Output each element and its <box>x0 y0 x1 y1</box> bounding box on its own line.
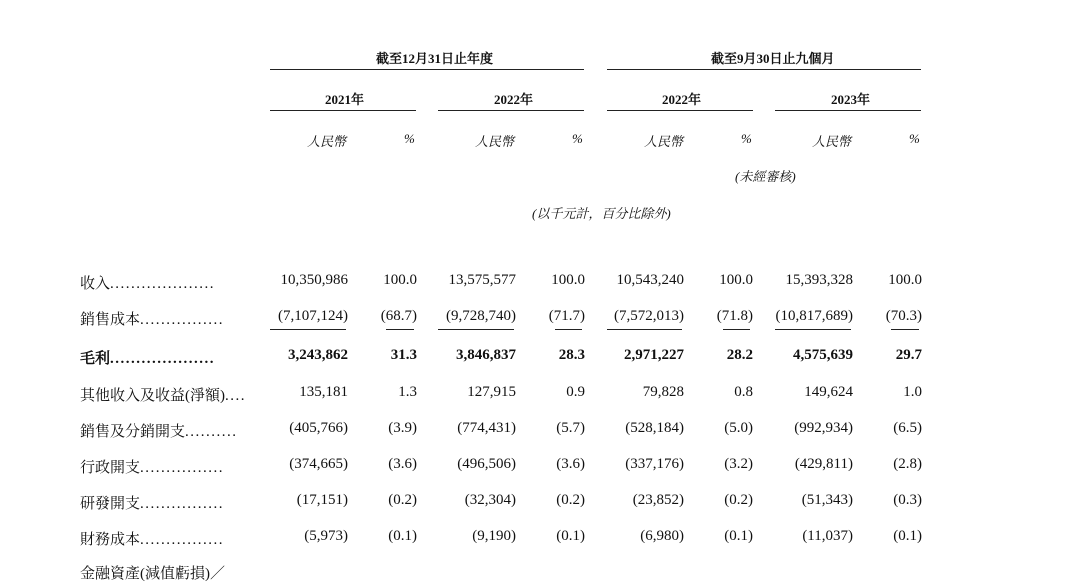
unit-currency: 人民幣 <box>475 134 515 149</box>
subtotal-rule <box>607 329 682 330</box>
percent-cell: 1.3 <box>398 384 417 400</box>
units-note: (以千元計，百分比除外) <box>532 206 671 221</box>
amount-cell: (10,817,689) <box>775 308 853 324</box>
unit-percent: % <box>909 131 920 146</box>
amount-cell: (6,980) <box>640 528 684 544</box>
subtotal-rule <box>723 329 750 330</box>
percent-cell: (3.2) <box>724 456 753 472</box>
row-label <box>80 347 215 368</box>
period-rule-year-end <box>270 69 584 70</box>
amount-cell: 13,575,577 <box>448 272 516 288</box>
leader-dots: ................ <box>140 312 225 328</box>
percent-cell: (0.2) <box>556 492 585 508</box>
percent-cell: 100.0 <box>888 272 922 288</box>
row-label-text: 行政開支 <box>80 460 141 476</box>
amount-cell: (5,973) <box>304 528 348 544</box>
percent-cell: (0.1) <box>893 528 922 544</box>
row-label-text: 金融資產(減值虧損)／ <box>80 566 225 582</box>
percent-cell: 29.7 <box>895 347 922 363</box>
row-label-text: 毛利 <box>80 351 111 367</box>
year-rule-2021 <box>270 110 416 111</box>
amount-cell: (9,728,740) <box>446 308 516 324</box>
amount-cell: (337,176) <box>625 456 684 472</box>
subtotal-rule <box>386 329 414 330</box>
amount-cell: (774,431) <box>457 420 516 436</box>
row-label <box>80 562 225 583</box>
amount-cell: (7,107,124) <box>278 308 348 324</box>
amount-cell: (374,665) <box>289 456 348 472</box>
row-label-text: 財務成本 <box>80 532 141 548</box>
percent-cell: 0.9 <box>566 384 585 400</box>
unaudited-note: (未經審核) <box>735 169 796 184</box>
amount-cell: (23,852) <box>632 492 684 508</box>
period-rule-nine-months <box>607 69 921 70</box>
year-header-2022-fy: 2022年 <box>494 92 534 107</box>
amount-cell: 10,543,240 <box>616 272 684 288</box>
amount-cell: (51,343) <box>801 492 853 508</box>
percent-cell: 100.0 <box>719 272 753 288</box>
unit-percent: % <box>741 131 752 146</box>
leader-dots: ................ <box>140 496 225 512</box>
percent-cell: (3.6) <box>388 456 417 472</box>
amount-cell: 15,393,328 <box>785 272 853 288</box>
subtotal-rule <box>555 329 582 330</box>
percent-cell: 28.2 <box>726 347 753 363</box>
row-label <box>80 308 224 329</box>
percent-cell: 31.3 <box>390 347 417 363</box>
amount-cell: (405,766) <box>289 420 348 436</box>
amount-cell: 10,350,986 <box>280 272 348 288</box>
leader-dots: ................ <box>140 460 225 476</box>
percent-cell: 28.3 <box>558 347 585 363</box>
leader-dots: .......... <box>185 424 238 440</box>
row-label <box>80 456 224 477</box>
row-label-text: 銷售成本 <box>80 312 141 328</box>
percent-cell: (3.6) <box>556 456 585 472</box>
unit-currency: 人民幣 <box>812 134 852 149</box>
percent-cell: (0.3) <box>893 492 922 508</box>
amount-cell: 3,243,862 <box>288 347 348 363</box>
amount-cell: 127,915 <box>467 384 516 400</box>
unit-currency: 人民幣 <box>307 134 347 149</box>
percent-cell: (0.1) <box>724 528 753 544</box>
percent-cell: (0.1) <box>388 528 417 544</box>
year-rule-2022-fy <box>438 110 584 111</box>
year-header-2023-9m: 2023年 <box>831 92 871 107</box>
row-label-text: 研發開支 <box>80 496 141 512</box>
percent-cell: 1.0 <box>903 384 922 400</box>
leader-dots: .................... <box>110 276 216 292</box>
leader-dots: ................ <box>140 532 225 548</box>
amount-cell: (32,304) <box>464 492 516 508</box>
period-header-year-end: 截至12月31日止年度 <box>376 51 494 66</box>
row-label <box>80 420 238 441</box>
amount-cell: 4,575,639 <box>793 347 853 363</box>
percent-cell: (70.3) <box>885 308 922 324</box>
amount-cell: 2,971,227 <box>624 347 684 363</box>
percent-cell: (68.7) <box>380 308 417 324</box>
unit-currency: 人民幣 <box>644 134 684 149</box>
percent-cell: (71.8) <box>716 308 753 324</box>
period-header-nine-months: 截至9月30日止九個月 <box>711 51 835 66</box>
amount-cell: (17,151) <box>296 492 348 508</box>
subtotal-rule <box>270 329 346 330</box>
leader-dots: .... <box>225 388 246 404</box>
percent-cell: (5.0) <box>724 420 753 436</box>
amount-cell: 79,828 <box>642 384 684 400</box>
year-header-2022-9m: 2022年 <box>662 92 702 107</box>
percent-cell: (71.7) <box>548 308 585 324</box>
subtotal-rule <box>438 329 514 330</box>
percent-cell: (3.9) <box>388 420 417 436</box>
row-label <box>80 528 224 549</box>
amount-cell: (528,184) <box>625 420 684 436</box>
row-label <box>80 384 246 405</box>
amount-cell: (11,037) <box>802 528 853 544</box>
amount-cell: 3,846,837 <box>456 347 516 363</box>
subtotal-rule <box>891 329 919 330</box>
year-header-2021: 2021年 <box>325 92 365 107</box>
percent-cell: (6.5) <box>893 420 922 436</box>
leader-dots: .................... <box>110 351 216 367</box>
amount-cell: (496,506) <box>457 456 516 472</box>
amount-cell: (9,190) <box>472 528 516 544</box>
year-rule-2023-9m <box>775 110 921 111</box>
percent-cell: 0.8 <box>734 384 753 400</box>
amount-cell: 135,181 <box>299 384 348 400</box>
percent-cell: 100.0 <box>383 272 417 288</box>
percent-cell: (5.7) <box>556 420 585 436</box>
amount-cell: (7,572,013) <box>614 308 684 324</box>
row-label <box>80 272 215 293</box>
amount-cell: (429,811) <box>794 456 853 472</box>
percent-cell: (0.2) <box>724 492 753 508</box>
percent-cell: (0.2) <box>388 492 417 508</box>
percent-cell: 100.0 <box>551 272 585 288</box>
unit-percent: % <box>572 131 583 146</box>
row-label-text: 其他收入及收益(淨額) <box>80 388 225 404</box>
percent-cell: (0.1) <box>556 528 585 544</box>
row-label-text: 收入 <box>80 276 111 292</box>
percent-cell: (2.8) <box>893 456 922 472</box>
amount-cell: (992,934) <box>794 420 853 436</box>
subtotal-rule <box>775 329 851 330</box>
year-rule-2022-9m <box>607 110 753 111</box>
unit-percent: % <box>404 131 415 146</box>
row-label-text: 銷售及分銷開支 <box>80 424 186 440</box>
row-label <box>80 492 224 513</box>
amount-cell: 149,624 <box>804 384 853 400</box>
